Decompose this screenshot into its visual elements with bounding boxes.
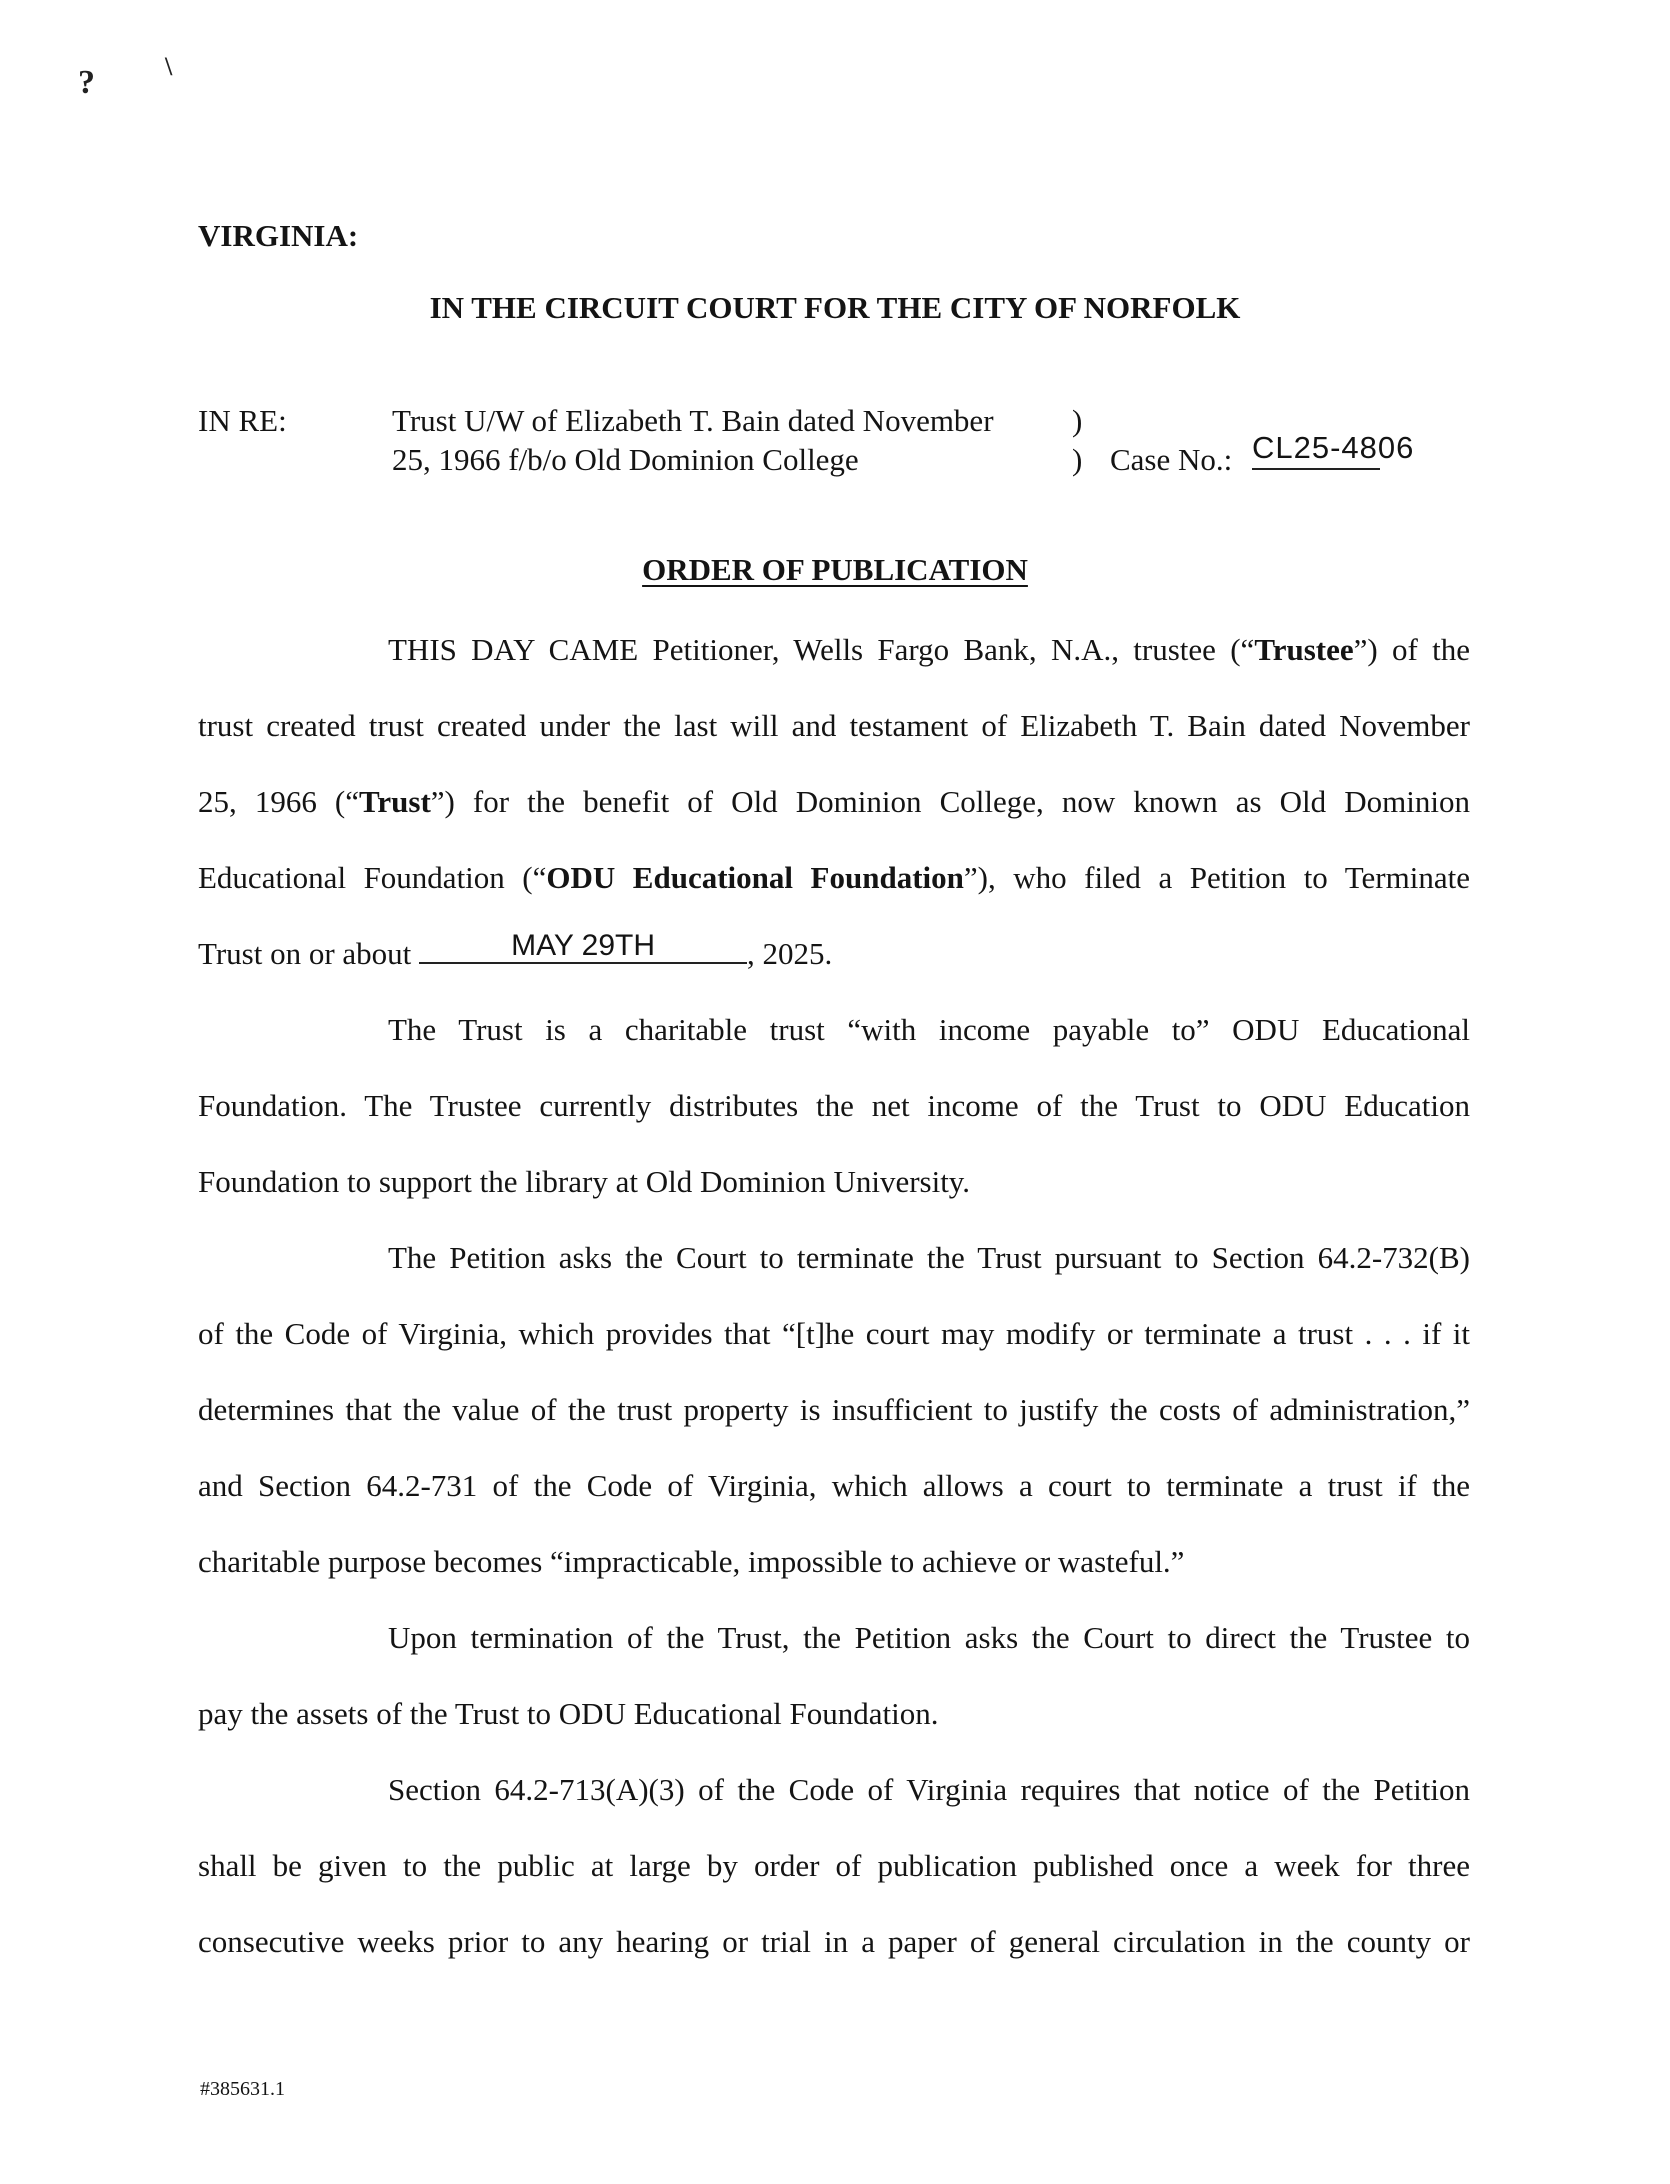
defined-term-odu-foundation: ODU Educational Foundation	[546, 860, 964, 895]
para2-line1: The Trust is a charitable trust “with income payable to” ODU Educational	[388, 1012, 1470, 1047]
para1-line5	[198, 916, 1470, 992]
text-run: Educational Foundation (“	[198, 860, 547, 895]
text-run: ”), who filed a Petition to Terminate	[963, 860, 1470, 895]
para1-line2: trust created trust created under the last will and testament of Elizabeth T. Bain dated November	[198, 708, 1470, 743]
para3-line2: of the Code of Virginia, which provides that “[t]he court may modify or terminate a trust . . . if it	[198, 1316, 1470, 1351]
case-number-value: CL25-4806	[1252, 430, 1380, 470]
case-number-label: Case No.:	[1110, 442, 1233, 477]
para4-line1: Upon termination of the Trust, the Petition asks the Court to direct the Trustee to	[388, 1620, 1470, 1655]
text-run: ”) of the	[1353, 632, 1470, 667]
para3-line1: The Petition asks the Court to terminate the Trust pursuant to Section 64.2-732(B)	[388, 1240, 1470, 1275]
in-re-label: IN RE:	[198, 403, 287, 438]
document-title-text: ORDER OF PUBLICATION	[642, 552, 1028, 587]
text-run: 25, 1966 (“	[198, 784, 359, 819]
para5-line3: consecutive weeks prior to any hearing or trial in a paper of general circulation in the county or	[198, 1924, 1470, 1959]
para5-line1: Section 64.2-713(A)(3) of the Code of Virginia requires that notice of the Petition	[388, 1772, 1470, 1807]
para2-line2: Foundation. The Trustee currently distributes the net income of the Trust to ODU Education	[198, 1088, 1470, 1123]
caption-paren-1: )	[1072, 403, 1083, 438]
defined-term-trustee: Trustee	[1254, 632, 1354, 667]
para4-line2: pay the assets of the Trust to ODU Educational Foundation.	[198, 1696, 939, 1731]
corner-mark-2: \	[165, 52, 173, 81]
caption-line-1: Trust U/W of Elizabeth T. Bain dated November	[392, 403, 994, 438]
para3-line4: and Section 64.2-731 of the Code of Virginia, which allows a court to terminate a trust if the	[198, 1468, 1470, 1503]
para2-line3: Foundation to support the library at Old Dominion University.	[198, 1164, 971, 1199]
para1-line4	[198, 840, 1470, 916]
para3-line3: determines that the value of the trust property is insufficient to justify the costs of administration,”	[198, 1392, 1470, 1427]
caption-line-2: 25, 1966 f/b/o Old Dominion College	[392, 442, 859, 477]
caption-paren-2: )	[1072, 442, 1083, 477]
text-run: , 2025.	[747, 936, 833, 971]
document-title	[0, 552, 1670, 588]
text-run: ”) for the benefit of Old Dominion College, now known as Old Dominion	[430, 784, 1470, 819]
text-run: THIS DAY CAME Petitioner, Wells Fargo Bank, N.A., trustee (“	[388, 632, 1255, 667]
petition-date-blank	[419, 929, 747, 964]
defined-term-trust: Trust	[359, 784, 431, 819]
para5-line2: shall be given to the public at large by order of publication published once a week for three	[198, 1848, 1470, 1883]
para1-line3	[198, 764, 1470, 840]
state-heading: VIRGINIA:	[198, 218, 359, 253]
body-text	[198, 612, 1470, 1980]
document-footer-id: #385631.1	[200, 2078, 285, 2100]
corner-mark-1: ?	[78, 64, 95, 101]
text-run: Trust on or about	[198, 936, 412, 971]
para3-line5: charitable purpose becomes “impracticable, impossible to achieve or wasteful.”	[198, 1544, 1185, 1579]
petition-date-handwritten: MAY 29TH	[511, 929, 656, 962]
court-heading: IN THE CIRCUIT COURT FOR THE CITY OF NORFOLK	[429, 290, 1241, 325]
para1-line1	[198, 612, 1470, 688]
